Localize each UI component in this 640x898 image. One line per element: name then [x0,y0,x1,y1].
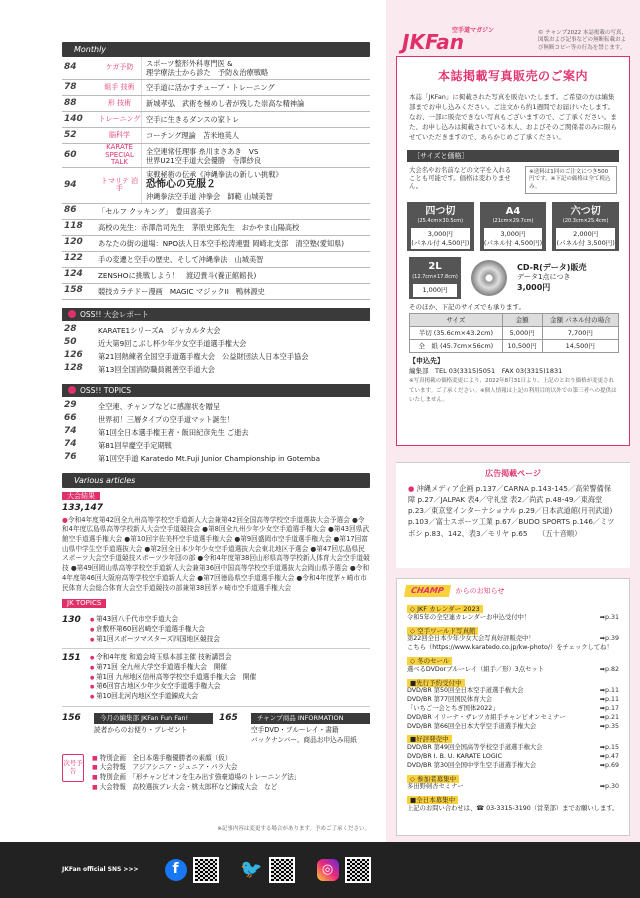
line-text: 第22回全日本少年少女大会写真好評販売中！ [407,635,535,643]
size-note: 大会名やお名前などの文字を入れることも可能です。価格は変わりません。 [409,166,512,191]
monthly-row [62,57,370,80]
cd-icon [471,260,507,296]
size-dim: (25.4cm×30.5cm) [417,218,464,225]
page-ref: ➡ p.30 [600,783,619,792]
monthly-section [0,42,386,793]
article-line: スポーツ整形外科専門医 & [146,59,233,68]
page-number: 74 [64,426,77,437]
category-label: 組手 技術 [98,80,142,95]
page-number: 158 [64,285,83,296]
price-value: 3,000円 [427,230,453,239]
page-number: 122 [64,253,83,264]
list-item: ● 第1回スポーツマスターズ四国地区競技会 [90,635,220,645]
price-panel: (パネル付 4,500円) [411,238,470,247]
price-panel: (パネル付 4,500円) [483,238,543,247]
size-name: A4 [505,205,521,217]
champ-tag: ■ 先行予約受付中 [407,679,465,687]
size-dim: (21cm×29.7cm) [492,218,534,225]
list-item [62,324,370,337]
champ-line [407,687,619,696]
champ-line [407,666,619,675]
table-row: 半切 (35.6cm×43.2cm) 5,000円 7,700円 [410,326,619,339]
page-number: 128 [64,363,83,374]
article-title: 競技カラテドー漫画 MAGIC マジックII 鴨林源史 [98,286,265,296]
bullet-icon [68,310,76,318]
champ-line [407,762,619,771]
monthly-row [62,96,370,112]
article-line: 沖縄拳法空手道 沖拳会 師範 山城美智 [146,191,273,201]
photo-intro: 本誌「JKFan」に掲載された写真を販売いたします。ご希望の方は編集部までお申し込みください。ご注文から約1週間でお届けいたします。なお、一部に販売できない写真もございますので、ご了承ください。また、お申し込みは掲載されている本人、およびそのご関係者のみに限らせていただきますので、あらかじめご了承ください。 [409,93,617,142]
shipping-note: ※送料は1回のご注文につき500円です。※下記の価格は全て税込み。 [525,166,617,193]
champ-tag: ■ 好評発売中 [407,735,452,743]
ad-pages-box [396,462,630,568]
size-bar: ［サイズと価格］ [407,150,619,162]
page-ref: ➡ p.11 [600,696,619,705]
monthly-row [62,168,370,204]
size-dim: (20.3cm×25.4cm) [562,218,609,225]
list-item [62,426,370,439]
qr-code-icon [345,857,371,883]
list-item [62,452,370,465]
list-item: 空手DVD・ブルーレイ・書籍 [251,726,339,735]
category-label: ケガ予防 [98,57,142,79]
article-title: 近大第9回こぶし杯少年少女空手道選手権大会 [98,338,247,348]
article-title [142,144,370,167]
page-number: 86 [64,205,77,216]
champ-line [407,635,619,644]
monthly-row [62,236,370,252]
champ-item [397,773,629,795]
price [484,228,543,249]
price-card [552,202,619,252]
page-number: 60 [64,149,77,160]
article-line: 世界U21空手道大会優勝 寺澤紗良 [146,155,262,165]
article-title: 世界初！三層タイプの空手道マット誕生！ [98,414,234,424]
price-2l: 2L (12.7cm×17.8cm) 1,000円 [409,257,461,298]
price-card [480,202,547,252]
champ-logo: CHAMP [404,585,451,597]
page-number: 124 [64,269,83,280]
page-number: 94 [64,179,77,190]
topic-row [62,649,370,707]
article-title: KARATE1シリーズA ジャカルタ大会 [98,325,221,335]
page-number: 74 [64,439,77,450]
champ-line [407,753,619,762]
page-number: 118 [64,221,83,232]
list-item [62,400,370,413]
line-text: DVD/BR 第30回全国中学生空手道選手権大会 [407,761,537,769]
price-card [407,202,474,252]
line-text: 選べるDVDorブルーレイ（組手／形）3点セット [407,665,544,673]
champ-line [407,783,619,792]
page-ref: ➡ p.39 [600,635,619,644]
page-number: 88 [64,97,77,108]
page-ref: ➡ p.82 [600,666,619,675]
oss-topics-header: OSS!! TOPICS [62,384,370,397]
article-line: 実戦秘術の伝承《沖縄拳法の新しい挑戦》 [146,170,283,180]
page-ref: ➡ p.17 [600,705,619,714]
line-text: DVD/BR 第50回全日本空手道選手権大会 [407,687,524,695]
size-table: サイズ 金額 金額 パネル付の場合 半切 (35.6cm×43.2cm) 5,000円 7,700円 全 紙 (45.7cm×56cm) 10,500円 14,500円 [409,313,619,353]
article-line: 空手道に活かすチューブ・トレーニング [146,83,275,92]
list-item: ● 第71回 全九州大学空手道選手権大会 開催 [90,663,256,673]
champ-tag: ◇ JKF カレンダー 2023 [407,605,483,613]
article-title: 高校の先生：赤澤浩司先生 茅原史郎先生 おかやま山陽高校 [98,222,300,232]
champ-item [397,625,629,655]
jkfan-logo: JKFan 空手道マガジン [402,27,494,54]
champ-line [407,644,619,653]
monthly-header: Monthly [62,42,370,57]
various-header: Various articles [62,473,370,488]
article-title [142,80,370,95]
champ-line [407,696,619,705]
page-ref: ➡ p.31 [600,614,619,623]
sns-label: JKFan official SNS >>> [62,866,139,874]
article-line: 空手に生きるダンスの家トレ [146,115,240,124]
monthly-row [62,128,370,144]
bullet-icon [68,386,76,394]
list-item: ■ 大会特報 アジアシニア・ジュニア・パラ大会 [92,763,300,773]
article-title [142,168,370,203]
page-number: 50 [64,337,77,348]
champ-line [407,744,619,753]
topic-row [62,611,370,649]
line-text: DVD/BR イリーナ・ザレツカ組手チャンピオンセミナー [407,713,566,721]
monthly-row [62,220,370,236]
champ-item [397,655,629,677]
photo-sales-title: 本誌掲載写真販売のご案内 [437,69,588,83]
page-number: 52 [64,129,77,140]
article-title: あなたの街の道場：NPO法人日本空手松涛連盟 岡崎北支部 清空塾(愛知県) [98,238,345,248]
champ-item [397,677,629,734]
champ-item [397,733,629,772]
champ-tag: ◇ 参加者募集中 [407,775,459,783]
list-item: ● 第43回八千代市空手道大会 [90,615,220,625]
line-text: 上記のお問い合わせは、☎ 03-3315-3190（営業部）までお願いします。 [407,804,619,812]
article-title: 第1回空手道 Karatedo Mt.Fuji Junior Championship in Gotemba [98,453,321,463]
article-title: 第21回熱練者全国空手道選手権大会 公益財団法人日本空手協会 [98,351,309,361]
instagram-icon[interactable]: ◎ [317,859,339,881]
line-text: 「いちご一会とちぎ国体2022」 [407,704,499,712]
page-number: 140 [64,113,83,124]
shop-block: 165 チャンプ商品 INFORMATION 空手DVD・ブルーレイ・書籍 バックナンバー、商品お申込み用紙 [219,713,370,746]
table-row: 全 紙 (45.7cm×56cm) 10,500円 14,500円 [410,339,619,352]
list-item: バックナンバー、商品お申込み用紙 [251,735,357,744]
list-item [62,337,370,350]
page-number: 78 [64,81,77,92]
list-item: ■ 大会特報 高校選抜ブレ大会・桃太郎杯など錬成大会 など [92,783,300,793]
price [556,228,615,249]
page-number: 66 [64,413,77,424]
article-line: コーチング理論 苫米地英人 [146,131,239,140]
result-text: ●令和4年度第42回全九州高等学校空手道新人大会兼第42回全国高等学校空手道選抜大会予選会 ●令和4年度広島県高等学校新人大会空手道競技会 ●第8回全九州少年少女空手道選手権大会 ●第43回県武館空手道選手権大会 ●第10回宇佐美杯空手道選手権大会 ●第9回盛岡市空手道選手権大会 ●第17回富山県中学生空手道選抜大会 ●第2回全日本少年少女空手道選抜大会東北地区予選会 ●第47回広島県民スポーツ大会空手道競技スポーツ少年団の部 ●令和4年度第38回山形県高等学校新人体育大会空手道競技 ●第49回岡山県高等学校空手道新人大会兼第36回中国高等学校空手道選抜大会岡山県予選会 ●令和4年度第46回大阪府高等学校空手道新人大会 ●第7回徳島県空手道選手権大会 ●令和4年度茅ヶ崎市市民体育大会総合体育大会空手道競技の部兼第38回茅ヶ崎市空手道選手権大会 [62,515,370,592]
article-title: 第13回全国消防職員親善空手道大会 [98,364,215,374]
qr-code-icon [193,857,219,883]
price-value: 3,000円 [500,230,526,239]
page-number: 120 [64,237,83,248]
page-number: 84 [64,62,77,73]
price-cards [397,198,629,252]
champ-line [407,614,619,623]
page-number: 28 [64,324,77,335]
price-value: 2,000円 [573,230,599,239]
list-item: ■ 特別企画 「形チャンピオンを生み出す強豪道場のトレーニング法」 [92,773,300,783]
page-number: 126 [64,350,83,361]
topic-list [90,615,220,644]
line-text: DVD/BR I. B. U. KARATE LOGIC [407,752,502,760]
article-line: 理学療法士から診た 予防＆治療戦略 [146,68,269,77]
monthly-row [62,284,370,300]
present-block: 156 今月の編集部 JKFan Fun Fan! 読者からのお便り・プレゼント [62,713,213,746]
champ-item [397,794,629,816]
list-item [62,439,370,452]
page-number: 151 [62,653,81,664]
ad-text: ● 沖縄メディア企画 p.137／CARNA p.143-145／高栄警備保障 p.27／JALPAK 表4／守礼堂 表2／尚武 p.48-49／東海堂 p.23／東京堂インターナショナル p.29／日本武道館(月刊武道) p.103／富士スポーツ工業 p.67／BUDO SPORTS p.146／ミツボシ p.83、142、表3／モリヤ p.65 （五十音順） [408,484,615,538]
page-number: 76 [64,452,77,463]
article-line: 全空連常任理事 糸川まさあき VS [146,146,259,156]
article-title [142,112,370,127]
facebook-icon[interactable]: f [165,859,187,881]
champ-tag: ◇ 空手ワールド写真館 [407,627,478,635]
page-ref: ➡ p.11 [600,687,619,696]
list-item: ● 令和4年度 和道会埼玉県本部主催 技術講習会 [90,653,256,663]
next-issue [62,754,370,794]
list-item [62,413,370,426]
line-text: DVD/BR 第49回全国高等学校空手道選手権大会 [407,744,543,752]
list-item: ● 第1回 九州地区信州高等学校空手道選手権大会 開催 [90,673,256,683]
article-title: 第1回全日本選手権王者・飯田紀彦先生 ご逝去 [98,427,249,437]
article-line: 新城孝弘 武術を極めし者が残した崇高な精神論 [146,99,305,108]
monthly-row [62,268,370,284]
price-panel: (パネル付 3,500円) [556,238,615,247]
monthly-row [62,252,370,268]
page-number: 130 [62,615,81,626]
page-ref: ➡ p.47 [600,753,619,762]
oss-report-header: OSS!! 大会レポート [62,308,370,321]
category-label: トマリテ 泊手 [98,168,142,203]
monthly-row [62,112,370,128]
article-title [142,128,370,143]
line-text: 多田野剣杏セミナー [407,783,464,791]
article-title: 「セルフ クッキング」 豊田喜美子 [98,206,212,216]
result-tag: 大会結果 [62,492,100,501]
size-name: 六つ切 [570,205,601,217]
page-ref: ➡ p.35 [600,723,619,732]
topic-list [90,653,256,702]
page-number: 29 [64,400,77,411]
list-item [62,363,370,376]
line-text: 令和5年の全空連カレンダーお申込受付中！ [407,613,531,621]
category-label: KARATE SPECIAL TALK [98,144,142,167]
copyright: © チャンプ2022 本誌掲載の写真、図版および記事などの無断転載および無断コピー等の行為を禁じます。 [538,30,627,51]
category-label: 形 技術 [98,96,142,111]
page-ref: ➡ p.15 [600,744,619,753]
apply-info: 【申込先】 編集部 TEL 03(3315)5051 FAX 03(3315)1831 ※写真掲載の価格変更により、2022年8月31日より、上記のとおり価格が変更されています。ご了承ください。※個人情報は上記の利用目的以外での第三者への提供はいたしません。 [409,357,617,404]
article-title [142,96,370,111]
page-ref: ➡ p.21 [600,714,619,723]
champ-item [397,603,629,625]
list-item: ● 第10回北河内地区空手道錬成大会 [90,692,256,702]
category-label: 脳科学 [98,128,142,143]
list-item: ● 倉敷杯第60回岩崎空手道選手権大会 [90,625,220,635]
ad-title: 広告掲載ページ [485,469,541,478]
twitter-icon[interactable]: 🐦 [240,858,263,880]
champ-line [407,714,619,723]
champ-line [407,705,619,714]
page-ref: ➡ p.69 [600,762,619,771]
article-line: 恐怖心の克服２ [146,179,216,191]
article-title: 手の変遷と空手の歴史、そして沖縄拳法 山城美智 [98,254,264,264]
list-item: ■ 特別企画 全日本選手権優勝者の素顔（仮） [92,754,300,764]
champ-tag: ◇ 冬のセール [407,657,452,665]
article-title: ZENSHOに挑戦しよう！ 渡辺貴斗(養正館館長) [98,270,257,280]
footer-sns [0,842,640,898]
footnote: ※記事内容は変更する場合があります。予めご了承ください。 [217,826,370,832]
price [411,228,470,249]
size-name: 四つ切 [425,205,456,217]
category-label: トレーニング [98,112,142,127]
article-title [142,57,370,79]
other-sizes: そのほか、下記のサイズでも承ります。 [409,302,525,311]
champ-tag: ■ 全日本募集中 [407,796,458,804]
list-item [62,350,370,363]
monthly-row [62,144,370,168]
monthly-row [62,204,370,220]
qr-code-icon [269,857,295,883]
article-title: 全空連、チャンプなどに感謝状を贈呈 [98,401,220,411]
monthly-row [62,80,370,96]
jk-topics-tag: JK TOPICS [62,599,106,608]
photo-sales-box [396,56,630,446]
line-text: DVD/BR 第66回全日本大学空手道選手権大会 [407,722,537,730]
article-title: 第81回早慶空手定期戦 [98,440,172,450]
line-text: DVD/BR 第77回国民体育大会 [407,696,493,704]
next-issue-label: 次号予告 [62,754,84,782]
line-text: こちら（https://www.karatedo.co.jp/kw-photo/）をチェックしてね！ [407,644,613,652]
cd-sales: CD-R(データ)販売 データ1点につき 3,000円 [517,263,587,292]
info-column [386,0,640,898]
champ-news-box: CHAMP からのお知らせ ◇ JKF カレンダー 2023 令和5年の全空連カレンダーお申込受付中！ ➡ p.31 ◇ 空手ワールド写真館 第22回全日本少年少女大会写真好評販売中！ ➡ p.39 こちら（https://www.karatedo.co.jp/kw-photo/）をチェックしてね！ ◇ 冬のセール 選べるDVDorブルーレイ（組手／形）3点セット ➡ p.82 ■ 先行予約受付中 DVD/BR 第50回全日本空手道選手権大会 ➡ p.11 DVD/BR 第77回国民体育大会 ➡ p.11 「いちご一会とちぎ国体2022」 ➡ p.17 DVD/BR イリーナ・ザレツカ組手チャンピオンセミナー ➡ p.21 DVD/BR 第66回全日本大学空手道選手権大会 ➡ p.35 ■ 好評発売中 DVD/BR 第49回全国高等学校空手道選手権大会 ➡ p.15 DVD/BR I. B. U. KARATE LOGIC ➡ p.47 DVD/BR 第30回全国中学生空手道選手権大会 ➡ p.69 ◇ 参加者募集中 多田野剣杏セミナー ➡ p.30 ■ 全日本募集中 上記のお問い合わせは、☎ 03-3315-3190（営業部）までお願いします。 [396,578,630,836]
champ-line [407,723,619,732]
result-pages: 133,147 [62,503,103,514]
champ-line [407,805,619,814]
list-item: ● 第6回宮古地区少年少女空手道選手権大会 [90,682,256,692]
bottom-two [62,713,370,746]
